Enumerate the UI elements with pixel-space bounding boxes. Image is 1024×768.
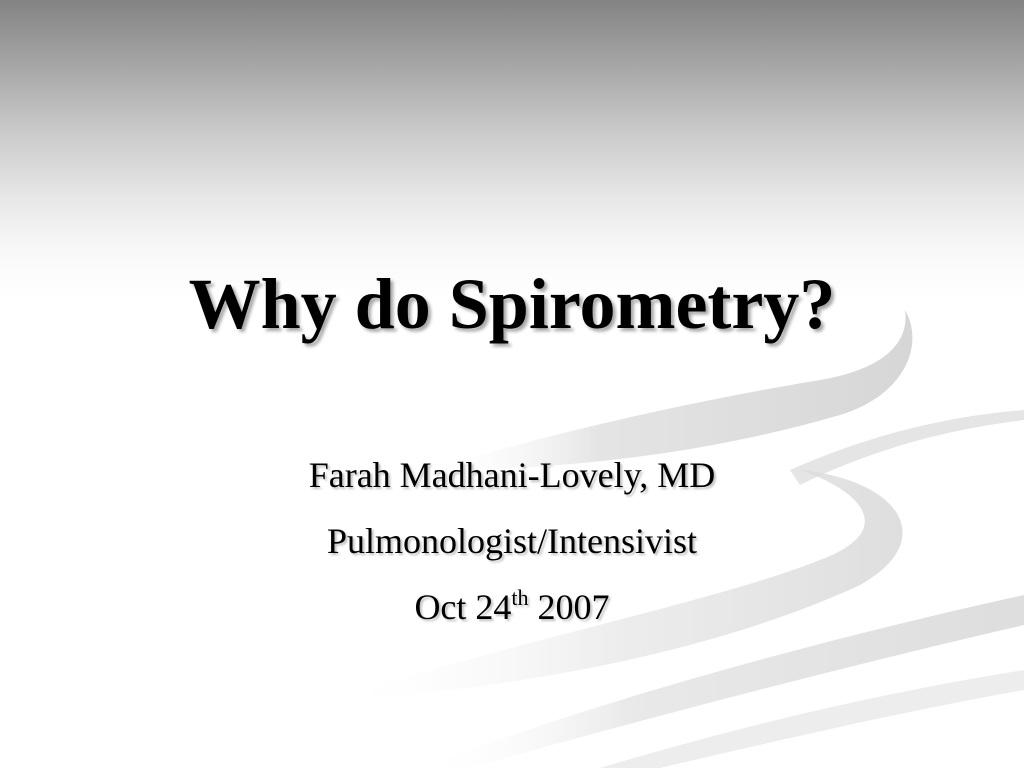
author-name: Farah Madhani-Lovely, MD [308,455,716,495]
date-year: 2007 [528,587,610,627]
swoosh-band-bottom [600,670,1024,768]
date-prefix: Oct 24 [414,587,512,627]
date-ordinal-suffix: th [511,585,529,610]
slide-subtitle [0,442,1024,640]
slide-title: Why do Spirometry? [188,264,836,344]
author-role: Pulmonologist/Intensivist [326,521,698,561]
presentation-date [0,574,1024,640]
